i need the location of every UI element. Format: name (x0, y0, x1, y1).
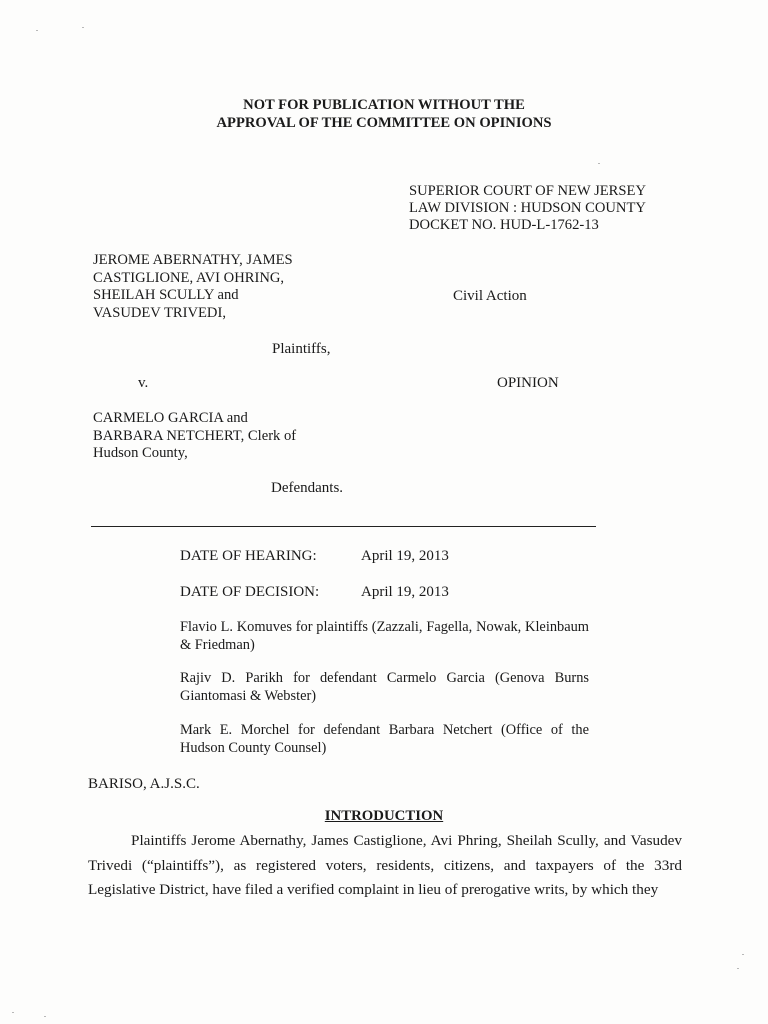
plaintiff-line: JEROME ABERNATHY, JAMES (93, 252, 293, 268)
judge-name: BARISO, A.J.S.C. (88, 776, 200, 792)
hearing-date-value: April 19, 2013 (361, 548, 449, 564)
versus: v. (138, 375, 149, 391)
defendant-line: BARBARA NETCHERT, Clerk of (93, 427, 297, 444)
counsel-defendant-netchert: Mark E. Morchel for defendant Barbara Netchert (Office of the Hudson County Counsel) (180, 722, 589, 756)
scan-speck (36, 30, 38, 31)
counsel-plaintiffs: Flavio L. Komuves for plaintiffs (Zazzali, Fagella, Nowak, Kleinbaum & Friedman) (180, 619, 589, 653)
counsel-defendant-garcia: Rajiv D. Parikh for defendant Carmelo Garcia (Genova Burns Giantomasi & Webster) (180, 670, 589, 704)
court-name: SUPERIOR COURT OF NEW JERSEY (409, 183, 646, 199)
caption-divider (91, 526, 596, 527)
decision-date-label: DATE OF DECISION: (180, 584, 320, 600)
decision-date-value: April 19, 2013 (361, 584, 449, 600)
plaintiffs-names (93, 252, 293, 322)
case-type: Civil Action (453, 288, 527, 304)
defendants-role: Defendants. (271, 480, 344, 496)
introduction-paragraph: Plaintiffs Jerome Abernathy, James Castiglione, Avi Phring, Sheilah Scully, and Vasudev Trivedi (“plaintiffs”), as registered voters, residents, citizens, and taxpayers of the 33rd Legislative District, have filed a verified complaint in lieu of prerogative writs, by which they (88, 832, 682, 898)
publication-notice-line-2: APPROVAL OF THE COMMITTEE ON OPINIONS (216, 115, 552, 131)
hearing-date-label: DATE OF HEARING: (180, 548, 317, 564)
introduction-heading: INTRODUCTION (324, 808, 444, 824)
docket-number: DOCKET NO. HUD-L-1762-13 (409, 217, 599, 233)
plaintiff-line: VASUDEV TRIVEDI, (93, 304, 226, 321)
court-division: LAW DIVISION : HUDSON COUNTY (409, 200, 646, 216)
scan-speck (737, 968, 739, 969)
defendant-line: Hudson County, (93, 445, 188, 461)
scan-speck (598, 163, 600, 164)
scan-speck (12, 1012, 14, 1013)
publication-notice-line-1: NOT FOR PUBLICATION WITHOUT THE (243, 97, 525, 113)
defendant-line: CARMELO GARCIA and (93, 410, 248, 426)
plaintiff-line: SHEILAH SCULLY and (93, 287, 239, 303)
plaintiff-line: CASTIGLIONE, AVI OHRING, (93, 269, 285, 286)
scan-speck (44, 1016, 46, 1017)
scan-speck (742, 954, 744, 955)
scan-speck (82, 27, 84, 28)
defendants-names (93, 410, 296, 463)
document-type: OPINION (497, 375, 559, 391)
plaintiffs-role: Plaintiffs, (272, 341, 331, 357)
court-caption (409, 183, 646, 234)
